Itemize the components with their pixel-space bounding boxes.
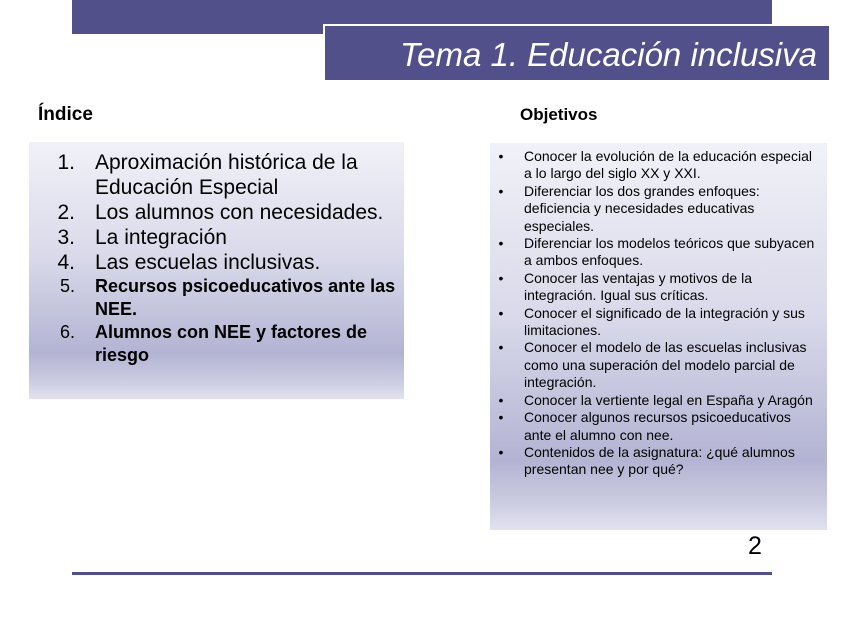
objective-text: Conocer la evolución de la educación especial a lo largo del siglo XX y XXI. [524,148,812,182]
objective-item [490,339,815,391]
index-item-number: 1. [57,151,75,174]
bullet-icon: • [498,391,504,408]
objective-item [490,183,815,235]
objective-text: Contenidos de la asignatura: ¿qué alumnos presentan nee y por qué? [524,443,795,478]
index-item [29,225,396,250]
page-number: 2 [748,532,762,560]
index-item [29,150,396,200]
bullet-icon: • [498,148,504,164]
index-item-text: Aproximación histórica de la Educación Especial [95,151,358,199]
bullet-icon: • [498,235,504,252]
index-item-text: Los alumnos con necesidades. [95,201,384,224]
index-item [29,250,396,275]
index-list [29,142,404,367]
index-panel [29,142,404,399]
objectives-heading: Objetivos [520,105,598,124]
objective-item [490,305,815,340]
bullet-icon: • [498,304,504,321]
bullet-icon: • [498,443,504,460]
objective-text: Conocer algunos recursos psicoeducativos ante el alumno con nee. [524,409,791,443]
objective-text: Conocer las ventajas y motivos de la integración. Igual sus críticas. [524,269,752,304]
objective-item [490,409,815,444]
bullet-icon: • [498,269,504,286]
index-heading: Índice [38,104,93,125]
objective-item [490,270,815,305]
index-item-number: 3. [57,226,75,249]
objectives-panel [490,143,827,530]
index-item-number: 5. [59,276,75,296]
objective-item [490,148,815,183]
objective-text: Conocer el significado de la integración y sus limitaciones. [524,304,805,339]
objectives-list [490,143,827,479]
objective-text: Conocer el modelo de las escuelas inclusivas como una superación del modelo parcial de integración. [524,339,807,391]
index-item [29,321,396,367]
index-item-number: 2. [57,201,75,224]
index-item-number: 4. [57,251,75,274]
bullet-icon: • [498,182,504,199]
index-item-text: La integración [95,226,227,249]
index-item-text: Las escuelas inclusivas. [95,251,321,274]
slide-title: Tema 1. Educación inclusiva [323,24,831,82]
bullet-icon: • [498,339,504,356]
bottom-divider [72,572,772,575]
bullet-icon: • [498,409,504,426]
index-item [29,200,396,225]
index-item [29,275,396,321]
objective-text: Diferenciar los dos grandes enfoques: deficiencia y necesidades educativas especiales. [524,182,760,234]
objective-text: Diferenciar los modelos teóricos que subyacen a ambos enfoques. [524,235,815,269]
objective-item [490,235,815,270]
index-item-text: Alumnos con NEE y factores de riesgo [95,322,368,365]
index-item-number: 6. [59,322,75,342]
index-item-text: Recursos psicoeducativos ante las NEE. [95,276,396,319]
objective-item [490,392,815,409]
objective-text: Conocer la vertiente legal en España y Aragón [524,391,813,408]
objective-item [490,444,815,479]
